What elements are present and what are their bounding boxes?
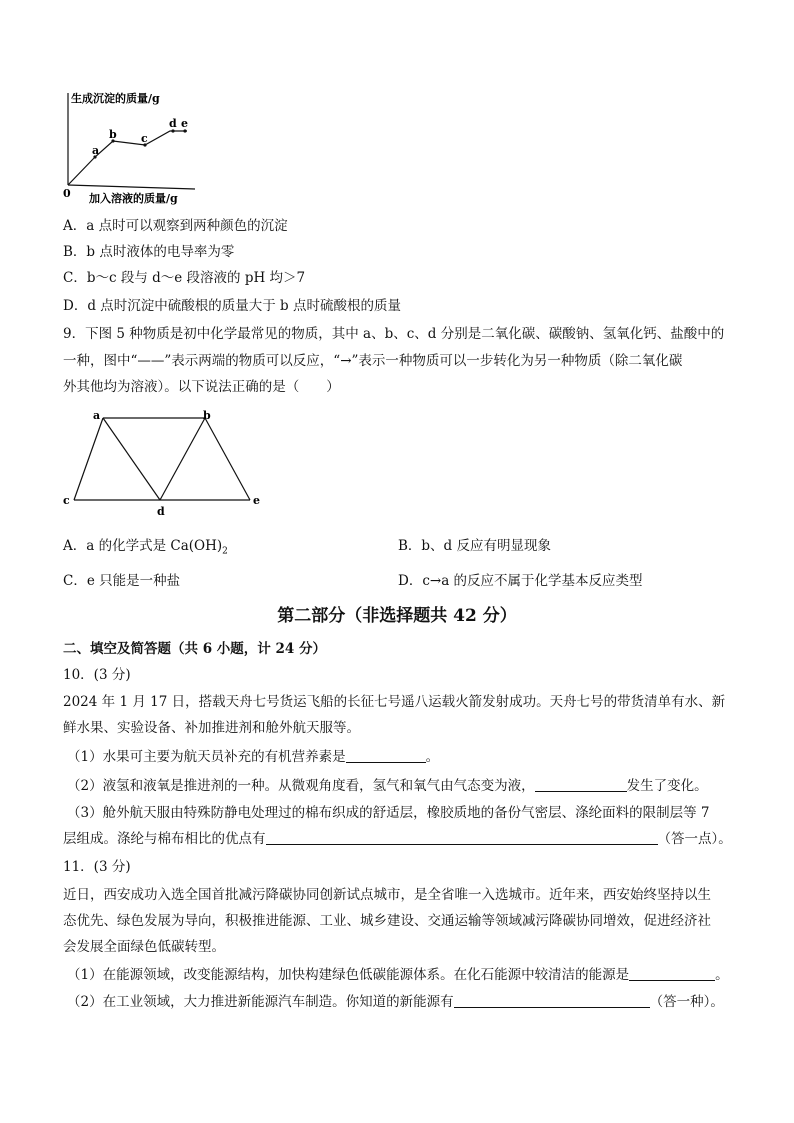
q10-sub1-text: （1）水果可主要为航天员补充的有机营养素是 [67, 749, 346, 765]
q11-sub1-answer-blank[interactable] [629, 966, 715, 981]
q10-intro-line1: 2024 年 1 月 17 日，搭载天舟七号货运飞船的长征七号遥八运载火箭发射成功。天舟七号的带货清单有水、新 [63, 694, 726, 710]
q11-intro-line1: 近日，西安成功入选全国首批减污降碳协同创新试点城市，是全省唯一入选城市。近年来，西安始终坚持以生 [63, 887, 711, 903]
x-axis [68, 185, 195, 189]
precipitate-mass-graph [55, 85, 215, 210]
q9-option-b: B．b、d 反应有明显现象 [398, 538, 551, 554]
q11-sub2 [67, 992, 724, 1012]
q10-sub2-text: （2）液氢和液氧是推进剂的一种。从微观角度看，氢气和氧气由气态变为液， [67, 778, 535, 794]
graph-label-d: d [169, 117, 177, 130]
graph-origin: 0 [63, 187, 71, 200]
q9-option-c: C．e 只能是一种盐 [63, 573, 181, 589]
q10-sub3-line2 [63, 829, 732, 849]
q11-sub1-end: 。 [715, 967, 729, 983]
q10-sub3-answer-blank[interactable] [266, 830, 658, 845]
q8-option-c: C．b～c 段与 d～e 段溶液的 pH 均＞7 [63, 270, 306, 286]
q10-sub2 [67, 776, 708, 796]
q10-header: 10．(3 分) [63, 667, 131, 683]
graph-label-c: c [141, 132, 148, 145]
q11-intro-line3: 会发展全面绿色低碳转型。 [63, 939, 225, 955]
q10-sub1-end: 。 [425, 749, 440, 765]
q11-sub2-text: （2）在工业领域，大力推进新能源汽车制造。你知道的新能源有 [67, 994, 454, 1010]
q11-sub2-answer-blank[interactable] [454, 993, 650, 1008]
q10-sub2-end: 发生了变化。 [626, 778, 708, 794]
q8-option-d: D．d 点时沉淀中硫酸根的质量大于 b 点时硫酸根的质量 [63, 298, 401, 314]
part2-title: 第二部分（非选择题共 42 分） [277, 606, 517, 626]
diagram-label-d: d [157, 505, 165, 518]
q9-option-d: D．c→a 的反应不属于化学基本反应类型 [398, 573, 643, 589]
q9-option-a-subscript: 2 [222, 546, 228, 557]
q11-sub1-text: （1）在能源领域，改变能源结构，加快构建绿色低碳能源体系。在化石能源中较清洁的能源是 [67, 967, 630, 983]
q9-option-a [63, 536, 228, 562]
graph-label-a: a [92, 144, 100, 157]
diagram-label-c: c [63, 494, 70, 507]
q11-intro-line2: 态优先、绿色发展为导向，积极推进能源、工业、城乡建设、交通运输等领域减污降碳协同增效，促进经济社 [63, 913, 711, 929]
diagram-label-b: b [203, 409, 211, 422]
precipitate-curve [68, 131, 187, 185]
q9-option-a-text: A．a 的化学式是 Ca(OH) [63, 538, 223, 554]
q11-header: 11．(3 分) [63, 859, 131, 875]
diagram-label-e: e [253, 494, 260, 507]
q11-sub2-end: （答一种）。 [649, 994, 724, 1010]
substance-relation-diagram [60, 405, 270, 520]
section-heading: 二、填空及简答题（共 6 小题，计 24 分） [63, 641, 326, 657]
graph-xlabel: 加入溶液的质量/g [89, 192, 178, 205]
q9-stem-line2: 一种，图中“——”表示两端的物质可以反应，“→”表示一种物质可以一步转化为另一种物质（除二氧化碳 [63, 353, 683, 369]
q10-sub3-line1: （3）舱外航天服由特殊防静电处理过的棉布织成的舒适层，橡胶质地的备份气密层、涤纶面料的限制层等 7 [67, 805, 710, 821]
q10-sub2-answer-blank[interactable] [535, 777, 627, 792]
graph-label-b: b [109, 128, 117, 141]
q10-sub3-text: 层组成。涤纶与棉布相比的优点有 [63, 831, 266, 847]
q8-option-a: A．a 点时可以观察到两种颜色的沉淀 [63, 218, 288, 234]
graph-ylabel: 生成沉淀的质量/g [71, 92, 160, 105]
q9-stem-line3: 外其他均为溶液）。以下说法正确的是（ ） [63, 379, 340, 395]
q10-sub3-end: （答一点）。 [657, 831, 732, 847]
q10-intro-line2: 鲜水果、实验设备、补加推进剂和舱外航天服等。 [63, 720, 360, 736]
diagram-label-a: a [93, 409, 101, 422]
q8-option-b: B．b 点时液体的电导率为零 [63, 244, 235, 260]
q10-sub1-answer-blank[interactable] [346, 748, 426, 763]
q11-sub1 [67, 965, 729, 985]
q10-sub1 [67, 747, 439, 767]
q9-stem-line1: 9．下图 5 种物质是初中化学最常见的物质，其中 a、b、c、d 分别是二氧化碳、碳酸钠、氢氧化钙、盐酸中的 [63, 326, 725, 342]
graph-label-e: e [181, 117, 188, 130]
